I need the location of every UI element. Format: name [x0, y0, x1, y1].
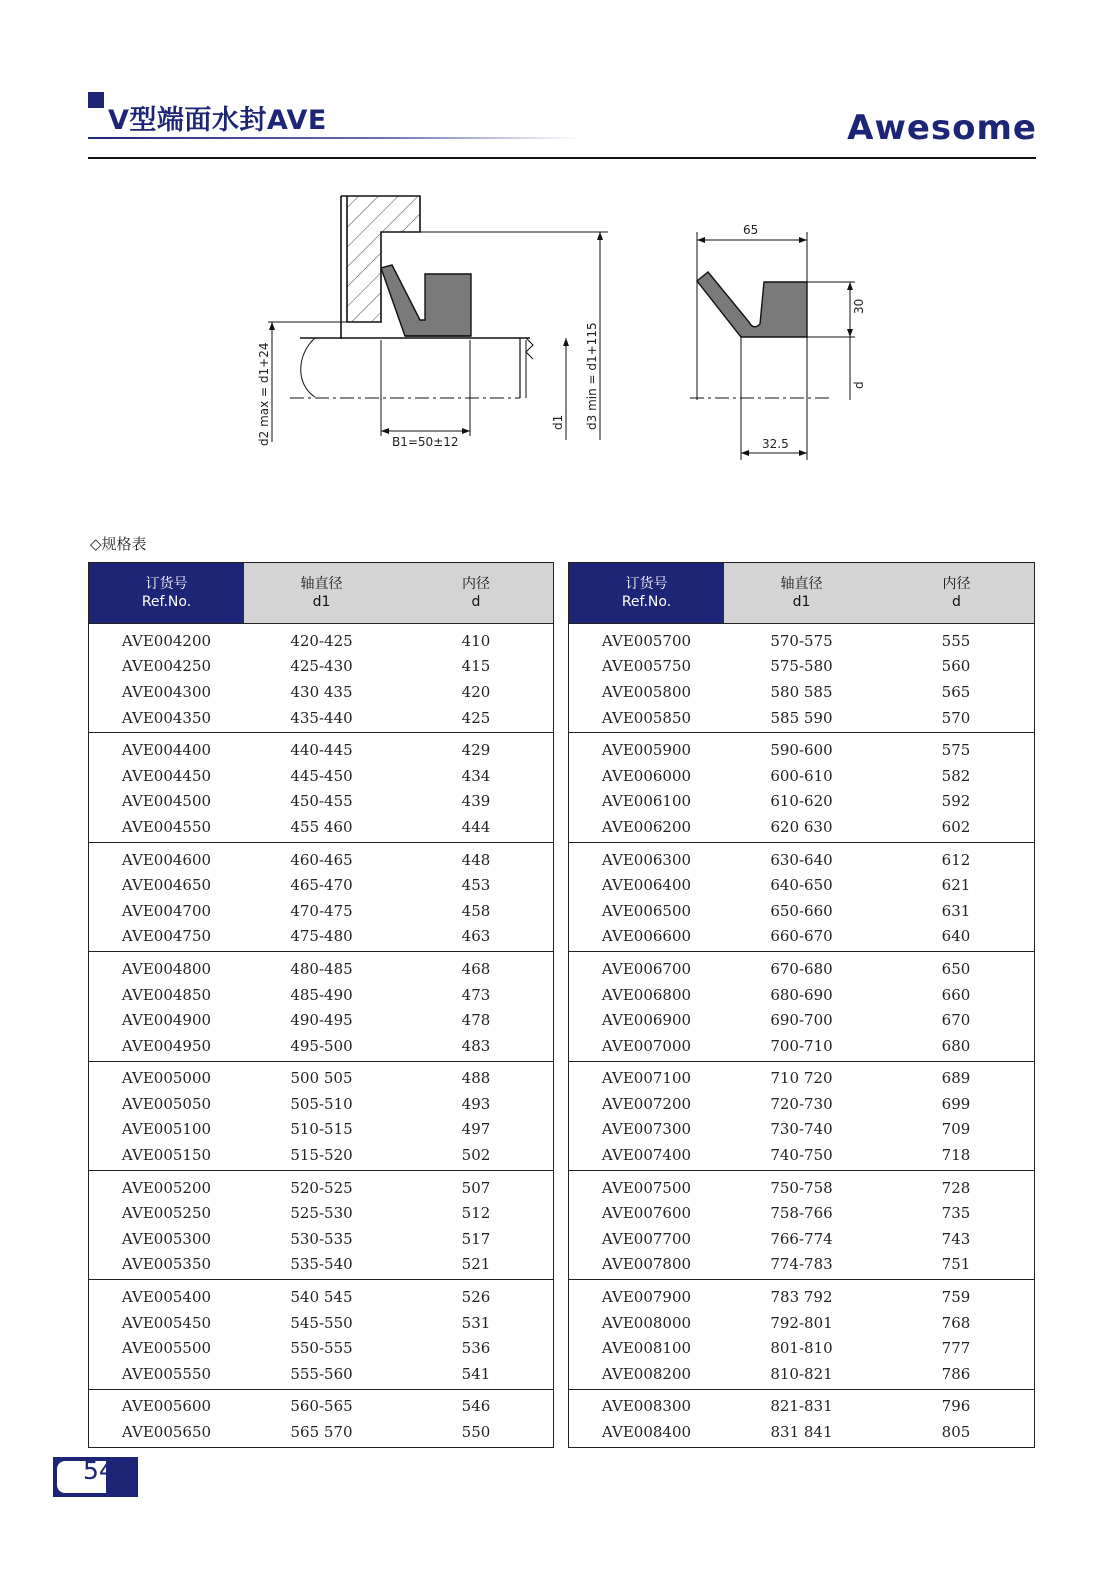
row-group	[89, 624, 553, 733]
table-row	[89, 924, 553, 950]
inner-diameter-cell: 550	[461, 1423, 491, 1442]
ref-no-cell: AVE005400	[121, 1288, 212, 1307]
table-row	[569, 1007, 1034, 1033]
page-title: V型端面水封AVE	[108, 105, 327, 136]
inner-diameter-cell: 709	[941, 1120, 971, 1139]
row-group	[569, 624, 1034, 733]
shaft-diameter-cell: 515-520	[290, 1146, 353, 1165]
ref-no-cell: AVE008100	[601, 1339, 692, 1358]
table-row	[89, 1310, 553, 1336]
inner-diameter-cell: 488	[461, 1069, 491, 1088]
table-row	[569, 872, 1034, 898]
shaft-diameter-cell: 565 570	[290, 1423, 353, 1442]
table-row	[89, 1361, 553, 1387]
ref-no-cell: AVE005000	[121, 1069, 212, 1088]
table-row	[569, 1066, 1034, 1092]
shaft-diameter-cell: 766-774	[770, 1229, 833, 1248]
table-row	[569, 789, 1034, 815]
header-ref-no	[89, 563, 244, 623]
row-group	[569, 733, 1034, 842]
header-inner-diameter	[879, 563, 1034, 623]
table-row	[89, 814, 553, 840]
ref-no-cell: AVE007200	[601, 1094, 692, 1113]
ref-no-cell: AVE008200	[601, 1364, 692, 1383]
table-row	[569, 1117, 1034, 1143]
inner-diameter-cell: 621	[941, 876, 971, 895]
inner-diameter-cell: 805	[941, 1423, 971, 1442]
inner-diameter-cell: 555	[941, 631, 971, 650]
seal-installation-drawing	[0, 0, 1115, 500]
shaft-diameter-cell: 680-690	[770, 985, 833, 1004]
inner-diameter-cell: 796	[941, 1397, 971, 1416]
shaft-diameter-cell: 758-766	[770, 1204, 833, 1223]
ref-no-cell: AVE005550	[121, 1364, 212, 1383]
inner-diameter-cell: 507	[461, 1178, 491, 1197]
table-row	[89, 1117, 553, 1143]
ref-no-cell: AVE004400	[121, 741, 212, 760]
bottom-32-5-label: 32.5	[762, 437, 789, 451]
ref-no-cell: AVE004800	[121, 959, 212, 978]
inner-diameter-cell: 541	[461, 1364, 491, 1383]
row-group	[569, 952, 1034, 1061]
inner-diameter-cell: 502	[461, 1146, 491, 1165]
shaft-diameter-cell: 575-580	[770, 657, 833, 676]
row-group	[89, 1062, 553, 1171]
shaft-diameter-cell: 520-525	[290, 1178, 353, 1197]
ref-no-cell: AVE004200	[121, 631, 212, 650]
table-row	[89, 628, 553, 654]
shaft-diameter-cell: 525-530	[290, 1204, 353, 1223]
ref-no-cell: AVE005150	[121, 1146, 212, 1165]
spec-table-title: ◇规格表	[90, 535, 147, 553]
shaft-diameter-cell: 545-550	[290, 1313, 353, 1332]
table-row	[89, 763, 553, 789]
table-row	[569, 1175, 1034, 1201]
ref-no-cell: AVE004750	[121, 927, 212, 946]
table-row	[89, 956, 553, 982]
row-group	[569, 1390, 1034, 1447]
header-inner-diameter	[399, 563, 553, 623]
table-row	[89, 1142, 553, 1168]
header-shaft-diameter	[244, 563, 399, 623]
ref-no-cell: AVE005300	[121, 1229, 212, 1248]
table-row	[569, 814, 1034, 840]
table-row	[569, 1394, 1034, 1420]
header-ref-no	[569, 563, 724, 623]
inner-diameter-cell: 735	[941, 1204, 971, 1223]
ref-no-cell: AVE005800	[601, 682, 692, 701]
shaft-diameter-cell: 630-640	[770, 850, 833, 869]
ref-no-cell: AVE005850	[601, 708, 692, 727]
ref-no-cell: AVE004700	[121, 901, 212, 920]
header-inner-cn: 内径	[942, 576, 971, 592]
table-row	[569, 1361, 1034, 1387]
inner-diameter-cell: 689	[941, 1069, 971, 1088]
ref-no-cell: AVE007500	[601, 1178, 692, 1197]
ref-no-cell: AVE004450	[121, 766, 212, 785]
inner-diameter-cell: 468	[461, 959, 491, 978]
table-row	[89, 679, 553, 705]
shaft-diameter-cell: 505-510	[290, 1094, 353, 1113]
shaft-diameter-cell: 450-455	[290, 792, 353, 811]
ref-no-cell: AVE004350	[121, 708, 212, 727]
ref-no-cell: AVE007900	[601, 1288, 692, 1307]
table-row	[569, 654, 1034, 680]
inner-diameter-cell: 560	[941, 657, 971, 676]
table-row	[89, 1284, 553, 1310]
ref-no-cell: AVE005050	[121, 1094, 212, 1113]
ref-no-cell: AVE007600	[601, 1204, 692, 1223]
header-shaft-cn: 轴直径	[300, 576, 343, 592]
shaft-diameter-cell: 801-810	[770, 1339, 833, 1358]
ref-no-cell: AVE006600	[601, 927, 692, 946]
table-row	[569, 1091, 1034, 1117]
inner-diameter-cell: 512	[461, 1204, 491, 1223]
ref-no-cell: AVE007800	[601, 1255, 692, 1274]
shaft-diameter-cell: 430 435	[290, 682, 353, 701]
shaft-diameter-cell: 480-485	[290, 959, 353, 978]
table-body	[89, 624, 553, 1447]
table-row	[89, 1335, 553, 1361]
table-row	[569, 1200, 1034, 1226]
row-group	[569, 1062, 1034, 1171]
inner-diameter-cell: 493	[461, 1094, 491, 1113]
ref-no-cell: AVE005350	[121, 1255, 212, 1274]
table-body	[569, 624, 1034, 1447]
ref-no-cell: AVE004850	[121, 985, 212, 1004]
header-inner-en: d	[471, 594, 481, 610]
shaft-diameter-cell: 490-495	[290, 1011, 353, 1030]
inner-diameter-cell: 650	[941, 959, 971, 978]
inner-diameter-cell: 458	[461, 901, 491, 920]
ref-no-cell: AVE007100	[601, 1069, 692, 1088]
ref-no-cell: AVE006100	[601, 792, 692, 811]
shaft-diameter-cell: 831 841	[770, 1423, 833, 1442]
inner-diameter-cell: 786	[941, 1364, 971, 1383]
inner-diameter-cell: 410	[461, 631, 491, 650]
row-group	[89, 952, 553, 1061]
table-row	[89, 1091, 553, 1117]
row-group	[569, 843, 1034, 952]
ref-no-cell: AVE004900	[121, 1011, 212, 1030]
height-30-label: 30	[852, 298, 866, 314]
table-row	[569, 1310, 1034, 1336]
table-row	[569, 982, 1034, 1008]
shaft-diameter-cell: 821-831	[770, 1397, 833, 1416]
header-shaft-cn: 轴直径	[780, 576, 823, 592]
right-seal-profile-drawing	[690, 223, 866, 460]
table-row	[569, 956, 1034, 982]
ref-no-cell: AVE005450	[121, 1313, 212, 1332]
shaft-diameter-cell: 420-425	[290, 631, 353, 650]
inner-diameter-cell: 631	[941, 901, 971, 920]
inner-diameter-cell: 546	[461, 1397, 491, 1416]
table-row	[569, 1142, 1034, 1168]
shaft-diameter-cell: 535-540	[290, 1255, 353, 1274]
shaft-diameter-cell: 783 792	[770, 1288, 833, 1307]
shaft-diameter-cell: 792-801	[770, 1313, 833, 1332]
inner-diameter-cell: 759	[941, 1288, 971, 1307]
shaft-diameter-cell: 710 720	[770, 1069, 833, 1088]
inner-diameter-cell: 448	[461, 850, 491, 869]
shaft-diameter-cell: 610-620	[770, 792, 833, 811]
ref-no-cell: AVE005500	[121, 1339, 212, 1358]
spec-table-right	[568, 562, 1035, 1448]
inner-diameter-cell: 420	[461, 682, 491, 701]
inner-diameter-cell: 483	[461, 1036, 491, 1055]
width-65-label: 65	[743, 223, 759, 237]
shaft-diameter-cell: 435-440	[290, 708, 353, 727]
table-row	[89, 1419, 553, 1445]
header-inner-en: d	[952, 594, 961, 610]
ref-no-cell: AVE005100	[121, 1120, 212, 1139]
table-row	[89, 654, 553, 680]
ref-no-cell: AVE006300	[601, 850, 692, 869]
ref-no-cell: AVE008300	[601, 1397, 692, 1416]
table-row	[89, 1033, 553, 1059]
inner-diameter-cell: 425	[461, 708, 491, 727]
inner-diameter-cell: 429	[461, 741, 491, 760]
shaft-diameter-cell: 445-450	[290, 766, 353, 785]
shaft-diameter-cell: 740-750	[770, 1146, 833, 1165]
shaft-diameter-cell: 585 590	[770, 708, 833, 727]
shaft-diameter-cell: 810-821	[770, 1364, 833, 1383]
ref-no-cell: AVE006700	[601, 959, 692, 978]
ref-no-cell: AVE005750	[601, 657, 692, 676]
ref-no-cell: AVE005900	[601, 741, 692, 760]
row-group	[89, 1390, 553, 1447]
inner-diameter-cell: 728	[941, 1178, 971, 1197]
ref-no-cell: AVE006000	[601, 766, 692, 785]
shaft-diameter-cell: 495-500	[290, 1036, 353, 1055]
shaft-diameter-cell: 455 460	[290, 817, 353, 836]
table-row	[569, 847, 1034, 873]
inner-diameter-cell: 768	[941, 1313, 971, 1332]
shaft-diameter-cell: 720-730	[770, 1094, 833, 1113]
ref-no-cell: AVE005700	[601, 631, 692, 650]
table-row	[89, 1226, 553, 1252]
shaft-diameter-cell: 590-600	[770, 741, 833, 760]
table-row	[89, 1200, 553, 1226]
inner-diameter-cell: 570	[941, 708, 971, 727]
row-group	[569, 1280, 1034, 1389]
shaft-diameter-cell: 690-700	[770, 1011, 833, 1030]
table-row	[569, 1033, 1034, 1059]
header-shaft-en: d1	[312, 594, 331, 610]
d-dimension-label: d	[852, 381, 866, 389]
inner-diameter-cell: 526	[461, 1288, 491, 1307]
shaft-diameter-cell: 550-555	[290, 1339, 353, 1358]
shaft-diameter-cell: 500 505	[290, 1069, 353, 1088]
shaft-diameter-cell: 440-445	[290, 741, 353, 760]
table-row	[569, 705, 1034, 731]
inner-diameter-cell: 439	[461, 792, 491, 811]
shaft-diameter-cell: 580 585	[770, 682, 833, 701]
shaft-diameter-cell: 540 545	[290, 1288, 353, 1307]
shaft-diameter-cell: 750-758	[770, 1178, 833, 1197]
ref-no-cell: AVE007700	[601, 1229, 692, 1248]
ref-no-cell: AVE004550	[121, 817, 212, 836]
ref-no-cell: AVE004250	[121, 657, 212, 676]
shaft-diameter-cell: 730-740	[770, 1120, 833, 1139]
inner-diameter-cell: 497	[461, 1120, 491, 1139]
d2-dimension-label: d2 max = d1+24	[257, 342, 271, 446]
inner-diameter-cell: 670	[941, 1011, 971, 1030]
inner-diameter-cell: 751	[941, 1255, 971, 1274]
inner-diameter-cell: 592	[941, 792, 971, 811]
table-row	[89, 898, 553, 924]
inner-diameter-cell: 777	[941, 1339, 971, 1358]
table-row	[89, 847, 553, 873]
inner-diameter-cell: 640	[941, 927, 971, 946]
shaft-diameter-cell: 425-430	[290, 657, 353, 676]
shaft-diameter-cell: 670-680	[770, 959, 833, 978]
inner-diameter-cell: 517	[461, 1229, 491, 1248]
row-group	[89, 1280, 553, 1389]
page-number: 541	[83, 1456, 131, 1485]
table-row	[569, 1284, 1034, 1310]
header-shaft-diameter	[724, 563, 879, 623]
shaft-diameter-cell: 650-660	[770, 901, 833, 920]
inner-diameter-cell: 743	[941, 1229, 971, 1248]
inner-diameter-cell: 463	[461, 927, 491, 946]
table-row	[569, 628, 1034, 654]
inner-diameter-cell: 536	[461, 1339, 491, 1358]
shaft-diameter-cell: 465-470	[290, 876, 353, 895]
inner-diameter-cell: 680	[941, 1036, 971, 1055]
ref-no-cell: AVE005600	[121, 1397, 212, 1416]
row-group	[89, 1171, 553, 1280]
inner-diameter-cell: 521	[461, 1255, 491, 1274]
header-ref-cn: 订货号	[625, 576, 668, 592]
inner-diameter-cell: 453	[461, 876, 491, 895]
header-shaft-en: d1	[792, 594, 811, 610]
table-row	[569, 763, 1034, 789]
d1-dimension-label: d1	[551, 414, 565, 430]
inner-diameter-cell: 582	[941, 766, 971, 785]
ref-no-cell: AVE006900	[601, 1011, 692, 1030]
ref-no-cell: AVE005650	[121, 1423, 212, 1442]
shaft-diameter-cell: 485-490	[290, 985, 353, 1004]
ref-no-cell: AVE006800	[601, 985, 692, 1004]
table-row	[569, 898, 1034, 924]
inner-diameter-cell: 565	[941, 682, 971, 701]
shaft-diameter-cell: 620 630	[770, 817, 833, 836]
ref-no-cell: AVE008000	[601, 1313, 692, 1332]
table-row	[89, 705, 553, 731]
inner-diameter-cell: 434	[461, 766, 491, 785]
ref-no-cell: AVE004300	[121, 682, 212, 701]
table-row	[89, 737, 553, 763]
table-row	[89, 789, 553, 815]
shaft-diameter-cell: 510-515	[290, 1120, 353, 1139]
table-row	[569, 1419, 1034, 1445]
table-row	[569, 1226, 1034, 1252]
inner-diameter-cell: 602	[941, 817, 971, 836]
shaft-diameter-cell: 560-565	[290, 1397, 353, 1416]
row-group	[89, 843, 553, 952]
table-row	[89, 1066, 553, 1092]
table-row	[89, 1175, 553, 1201]
ref-no-cell: AVE007400	[601, 1146, 692, 1165]
shaft-diameter-cell: 470-475	[290, 901, 353, 920]
table-row	[89, 872, 553, 898]
shaft-diameter-cell: 460-465	[290, 850, 353, 869]
inner-diameter-cell: 718	[941, 1146, 971, 1165]
table-header	[569, 563, 1034, 624]
ref-no-cell: AVE008400	[601, 1423, 692, 1442]
ref-no-cell: AVE004950	[121, 1036, 212, 1055]
table-row	[569, 679, 1034, 705]
inner-diameter-cell: 612	[941, 850, 971, 869]
ref-no-cell: AVE007000	[601, 1036, 692, 1055]
row-group	[89, 733, 553, 842]
spec-table-left	[88, 562, 554, 1448]
shaft-diameter-cell: 774-783	[770, 1255, 833, 1274]
shaft-diameter-cell: 570-575	[770, 631, 833, 650]
inner-diameter-cell: 699	[941, 1094, 971, 1113]
table-row	[89, 1252, 553, 1278]
ref-no-cell: AVE005200	[121, 1178, 212, 1197]
inner-diameter-cell: 473	[461, 985, 491, 1004]
table-header	[89, 563, 553, 624]
left-assembly-drawing	[257, 196, 608, 449]
ref-no-cell: AVE004600	[121, 850, 212, 869]
ref-no-cell: AVE006400	[601, 876, 692, 895]
header-inner-cn: 内径	[462, 576, 490, 592]
b1-dimension-label: B1=50±12	[392, 435, 459, 449]
inner-diameter-cell: 415	[461, 657, 491, 676]
shaft-diameter-cell: 555-560	[290, 1364, 353, 1383]
table-row	[89, 982, 553, 1008]
header-ref-en: Ref.No.	[141, 594, 192, 610]
table-row	[89, 1394, 553, 1420]
inner-diameter-cell: 444	[461, 817, 491, 836]
table-row	[569, 737, 1034, 763]
shaft-diameter-cell: 700-710	[770, 1036, 833, 1055]
table-row	[569, 1335, 1034, 1361]
d3-dimension-label: d3 min = d1+115	[585, 322, 599, 430]
inner-diameter-cell: 660	[941, 985, 971, 1004]
shaft-diameter-cell: 640-650	[770, 876, 833, 895]
ref-no-cell: AVE006200	[601, 817, 692, 836]
table-row	[569, 924, 1034, 950]
inner-diameter-cell: 478	[461, 1011, 491, 1030]
ref-no-cell: AVE007300	[601, 1120, 692, 1139]
header-ref-en: Ref.No.	[621, 594, 672, 610]
inner-diameter-cell: 575	[941, 741, 971, 760]
shaft-diameter-cell: 600-610	[770, 766, 833, 785]
row-group	[569, 1171, 1034, 1280]
ref-no-cell: AVE005250	[121, 1204, 212, 1223]
shaft-diameter-cell: 475-480	[290, 927, 353, 946]
ref-no-cell: AVE006500	[601, 901, 692, 920]
shaft-diameter-cell: 530-535	[290, 1229, 353, 1248]
ref-no-cell: AVE004650	[121, 876, 212, 895]
header-ref-cn: 订货号	[145, 576, 188, 592]
table-row	[569, 1252, 1034, 1278]
ref-no-cell: AVE004500	[121, 792, 212, 811]
table-row	[89, 1007, 553, 1033]
brand-logo: Awesome	[847, 108, 1037, 148]
inner-diameter-cell: 531	[461, 1313, 491, 1332]
shaft-diameter-cell: 660-670	[770, 927, 833, 946]
